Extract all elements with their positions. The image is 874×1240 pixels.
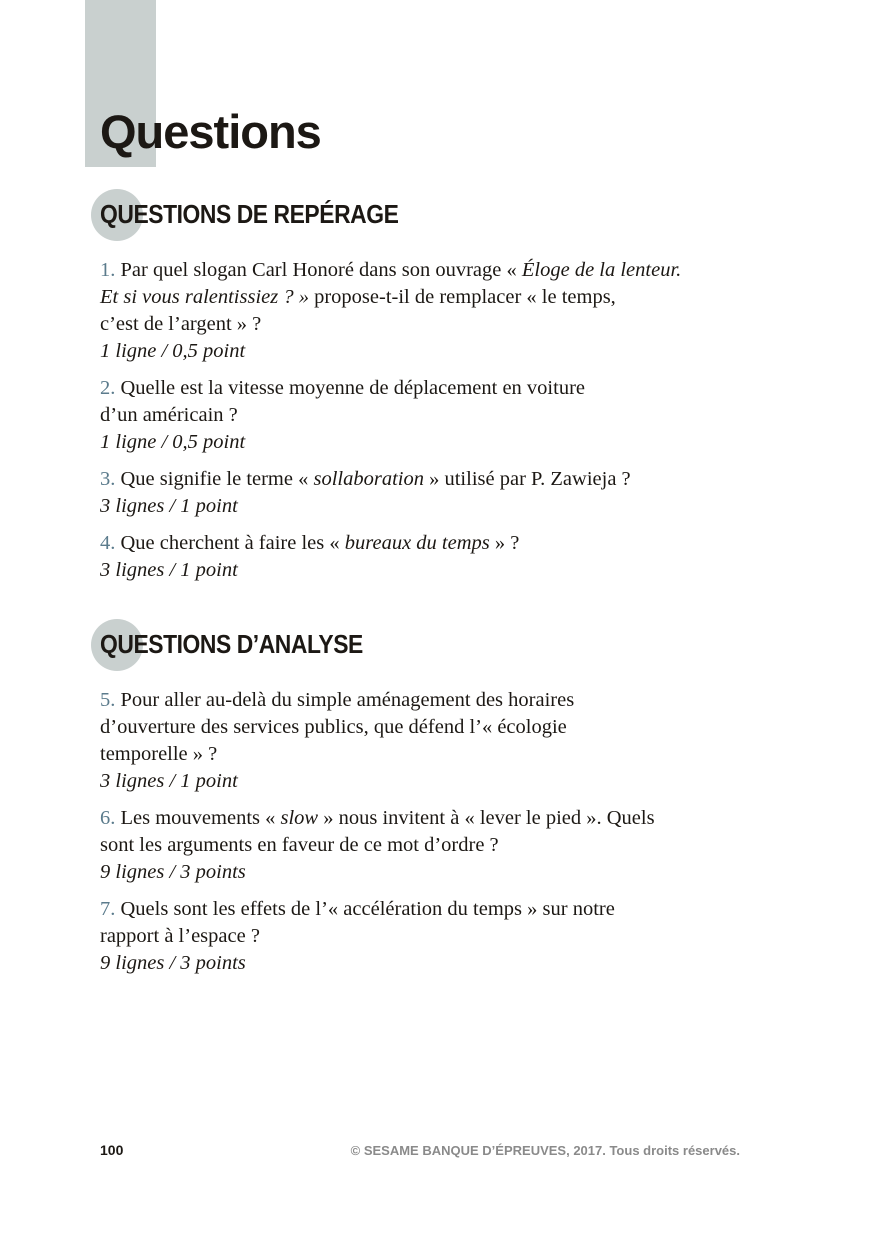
question-points: 3 lignes / 1 point [100, 559, 238, 581]
question-text: 4. Que cherchent à faire les « bureaux du temps » ? [100, 532, 520, 554]
question-5 [100, 687, 780, 795]
question-4 [100, 530, 780, 584]
question-text: 3. Que signifie le terme « sollaboration » utilisé par P. Zawieja ? [100, 468, 631, 490]
question-points: 9 lignes / 3 points [100, 861, 246, 883]
question-number: 2. [100, 377, 116, 399]
question-points: 1 ligne / 0,5 point [100, 340, 246, 362]
question-points: 9 lignes / 3 points [100, 952, 246, 974]
section-header [100, 620, 780, 670]
question-text: 7. Quels sont les effets de l’« accélération du temps » sur notre rapport à l’espace ? [100, 898, 615, 947]
section-reperage [100, 190, 780, 594]
question-text: 6. Les mouvements « slow » nous invitent à « lever le pied ». Quels sont les arguments en faveur de ce mot d’ordre ? [100, 807, 655, 856]
question-3 [100, 466, 780, 520]
question-points: 3 lignes / 1 point [100, 770, 238, 792]
question-7 [100, 896, 780, 977]
question-number: 7. [100, 898, 116, 920]
question-1 [100, 257, 780, 365]
section-title: QUESTIONS D’ANALYSE [100, 629, 363, 659]
question-text: 2. Quelle est la vitesse moyenne de déplacement en voiture d’un américain ? [100, 377, 585, 426]
question-text: 1. Par quel slogan Carl Honoré dans son ouvrage « Éloge de la lenteur. Et si vous ralentissiez ? » propose-t-il de remplacer « le temps, c’est de l’argent » ? [100, 259, 682, 335]
page-number: 100 [100, 1142, 124, 1158]
question-number: 3. [100, 468, 116, 490]
question-number: 5. [100, 689, 116, 711]
question-text: 5. Pour aller au-delà du simple aménagement des horaires d’ouverture des services publics, que défend l’« écologie temporelle » ? [100, 689, 575, 765]
question-points: 3 lignes / 1 point [100, 495, 238, 517]
section-analyse [100, 620, 780, 987]
page-title: Questions [100, 105, 321, 158]
question-number: 6. [100, 807, 116, 829]
question-number: 4. [100, 532, 116, 554]
question-2 [100, 375, 780, 456]
section-title: QUESTIONS DE REPÉRAGE [100, 199, 399, 229]
question-number: 1. [100, 259, 116, 281]
question-6 [100, 805, 780, 886]
question-points: 1 ligne / 0,5 point [100, 431, 246, 453]
copyright-notice: © SESAME BANQUE D’ÉPREUVES, 2017. Tous droits réservés. [350, 1143, 740, 1158]
section-header [100, 190, 780, 240]
